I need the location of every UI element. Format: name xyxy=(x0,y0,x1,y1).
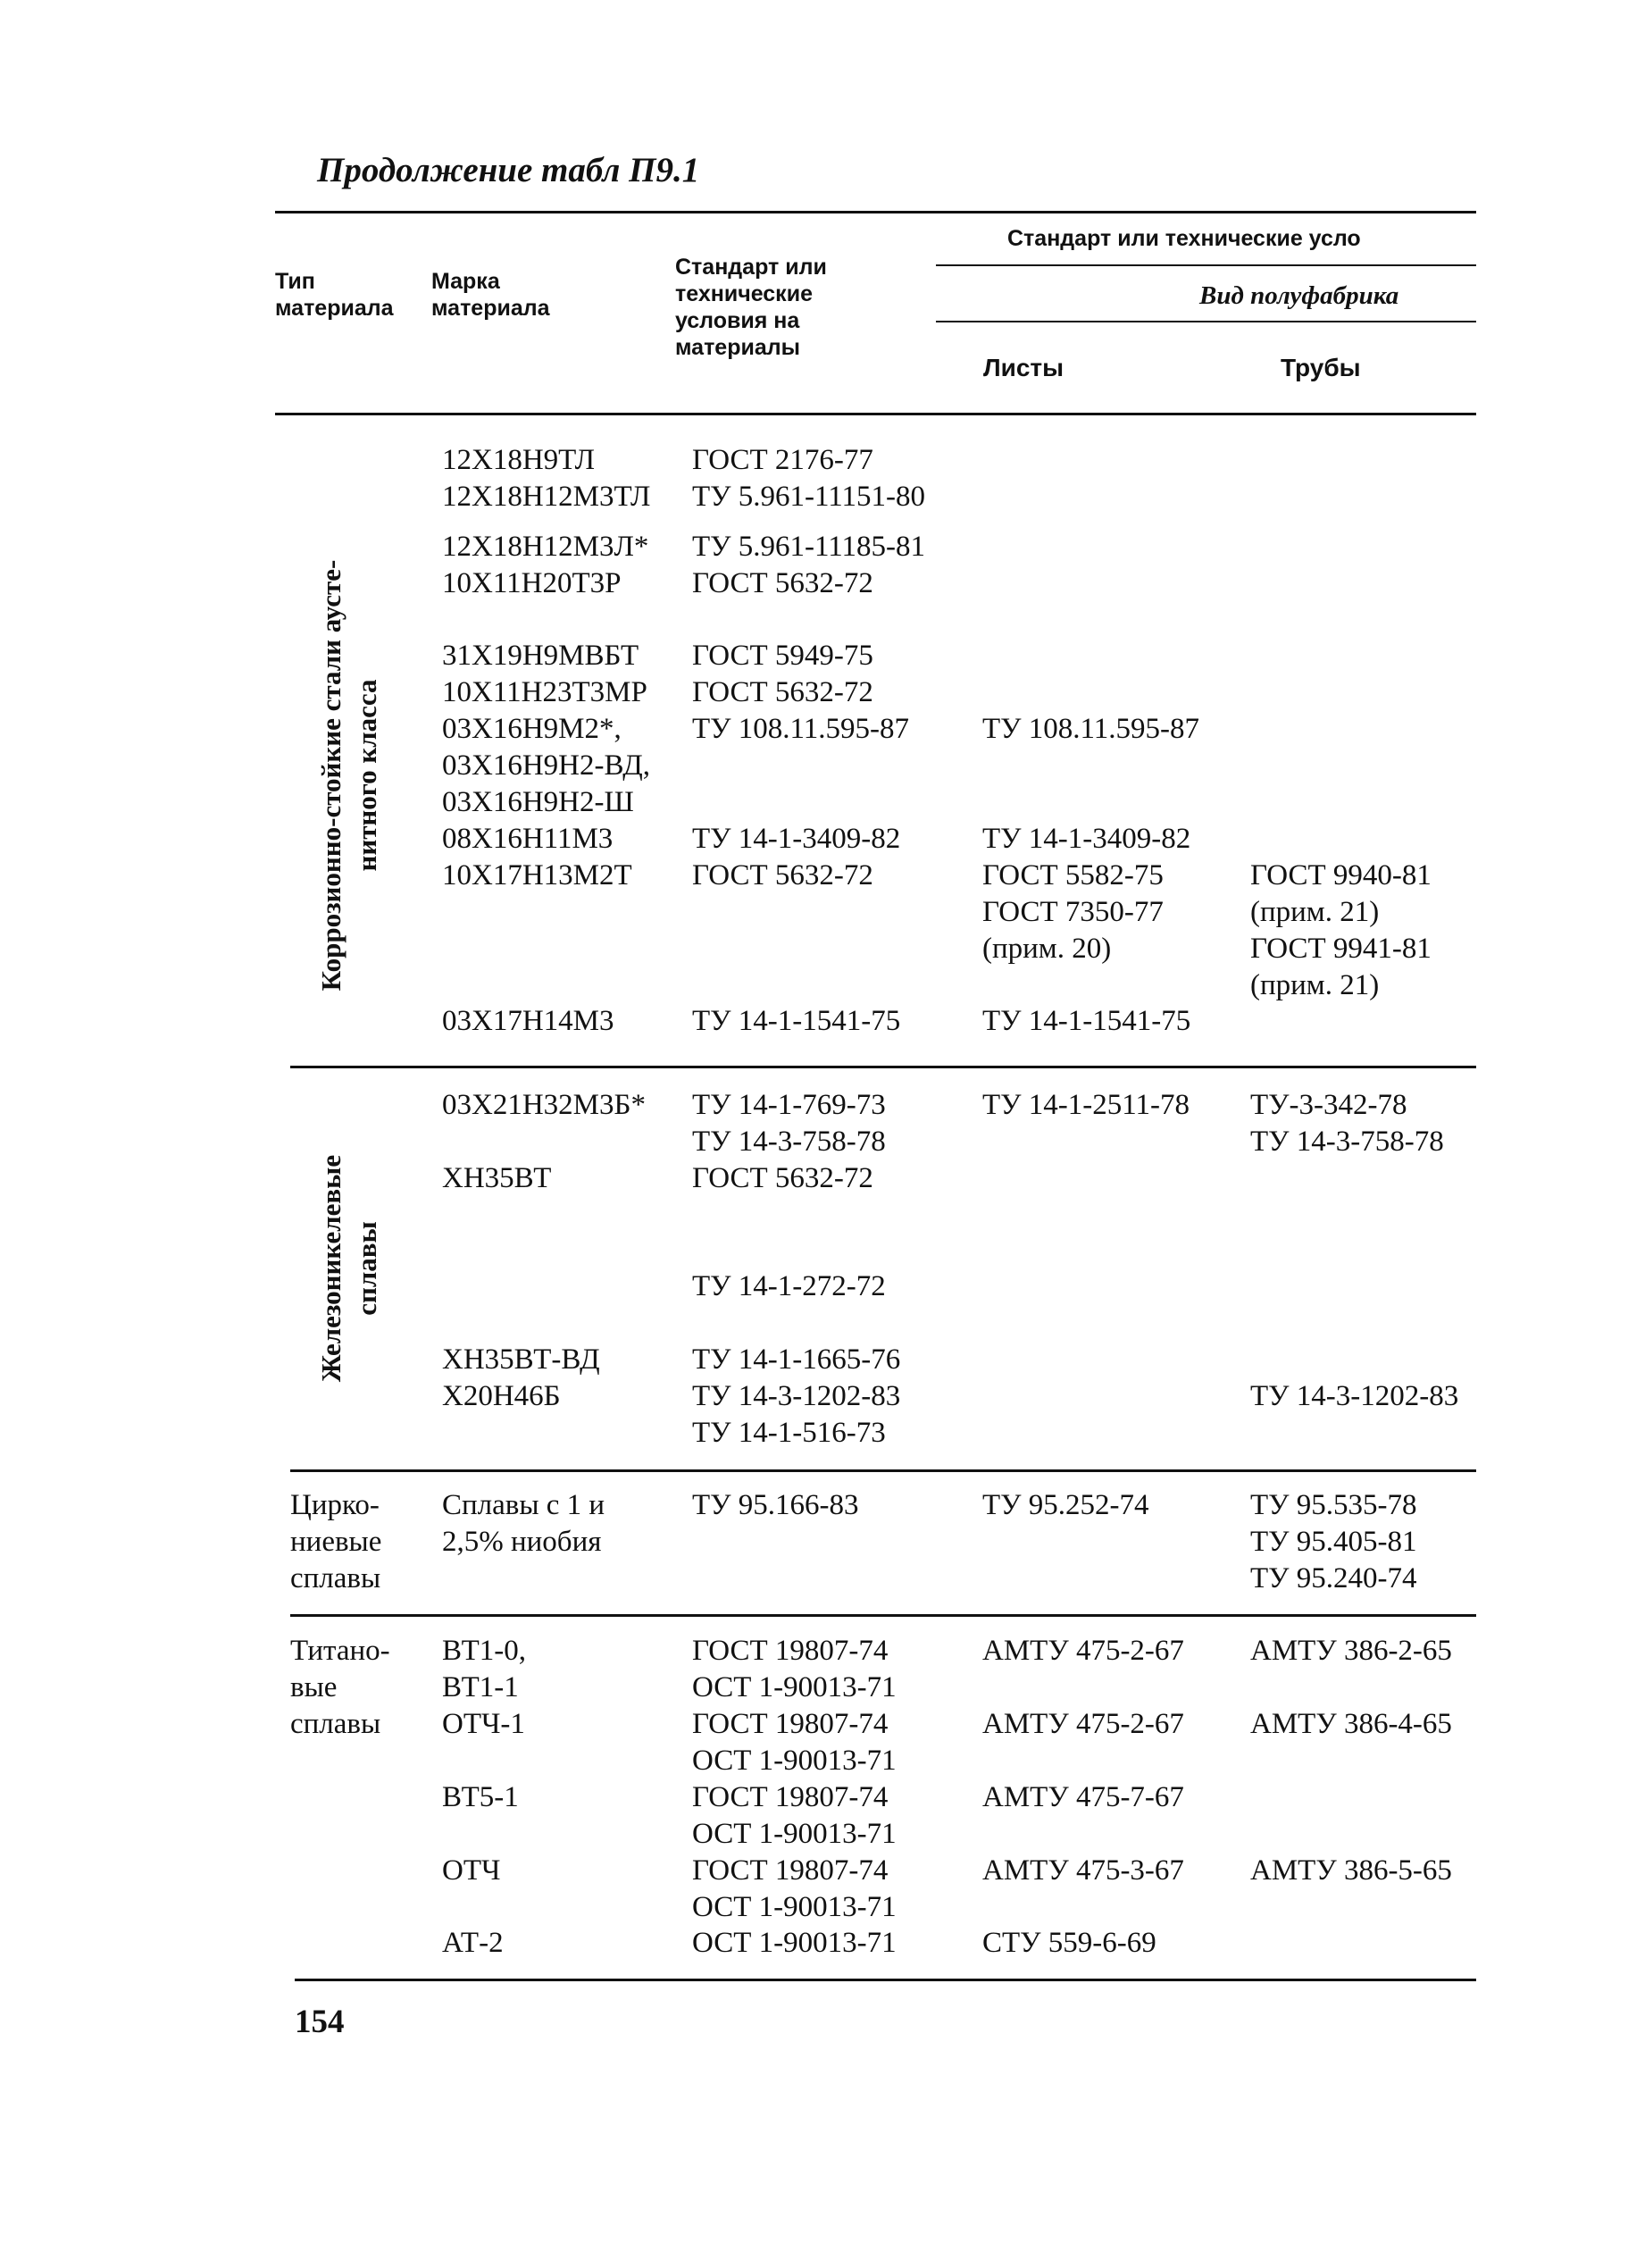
cell-standard xyxy=(692,1087,886,1160)
cell-line: ГОСТ 19807-74 xyxy=(692,1781,889,1813)
cell-line: ГОСТ 19807-74 xyxy=(692,1854,889,1887)
cell-line: АМТУ 475-2-67 xyxy=(982,1708,1184,1740)
cell-line: ТУ 108.11.595-87 xyxy=(982,713,1200,745)
cell-line: 12Х18Н12М3ТЛ xyxy=(442,481,651,513)
cell-standard xyxy=(692,711,909,748)
cell-line: ТУ 95.240-74 xyxy=(1250,1562,1417,1594)
cell-line: ВТ1-1 xyxy=(442,1671,519,1703)
cell-standard xyxy=(692,674,873,711)
cell-line: АМТУ 386-5-65 xyxy=(1250,1854,1452,1887)
header-rule-standard xyxy=(936,264,1476,266)
cell-grade xyxy=(442,479,650,515)
cell-sheets xyxy=(982,1853,1184,1889)
header-semi-product: Вид полуфабрика xyxy=(1199,281,1399,310)
cell-line: АМТУ 475-2-67 xyxy=(982,1635,1184,1667)
cell-sheets xyxy=(982,711,1199,748)
cell-line: ТУ 14-1-3409-82 xyxy=(692,823,901,855)
cell-standard xyxy=(692,821,900,858)
cell-line: (прим. 21) xyxy=(1250,896,1380,928)
cell-line: 03Х16Н9Н2-Ш xyxy=(442,786,634,818)
cell-line: ВТ1-0, xyxy=(442,1635,526,1667)
group-rule-3 xyxy=(290,1614,1476,1617)
cell-grade xyxy=(442,529,648,565)
cell-line: АМТУ 386-4-65 xyxy=(1250,1708,1452,1740)
cell-line: АТ-2 xyxy=(442,1927,504,1959)
cell-standard xyxy=(692,1378,900,1452)
cell-line: ТУ 14-3-758-78 xyxy=(1250,1126,1444,1158)
cell-grade xyxy=(442,1853,500,1889)
cell-grade xyxy=(442,565,621,602)
group-type-corrosion-steel: Коррозионно-стойкие стали аусте- нитного класса xyxy=(315,559,382,992)
cell-line: 31Х19Н9МВБТ xyxy=(442,640,639,672)
cell-grade xyxy=(442,711,650,821)
group-type-iron-nickel: Железоникелевые сплавы xyxy=(315,1154,382,1383)
cell-line: 08Х16Н11М3 xyxy=(442,823,614,855)
cell-sheets xyxy=(982,1925,1156,1962)
cell-grade xyxy=(442,821,613,858)
cell-line: ТУ 95.535-78 xyxy=(1250,1489,1417,1521)
group-rule-2 xyxy=(290,1469,1476,1472)
cell-grade xyxy=(442,1378,561,1415)
cell-line: 2,5% ниобия xyxy=(442,1526,602,1558)
cell-line: Х20Н46Б xyxy=(442,1380,561,1412)
cell-grade xyxy=(442,1087,646,1124)
cell-standard xyxy=(692,1633,897,1706)
cell-line: ТУ 14-1-769-73 xyxy=(692,1089,886,1121)
header-type: Тип материала xyxy=(275,269,394,321)
cell-grade xyxy=(442,1779,519,1816)
cell-line: Сплавы с 1 и xyxy=(442,1489,605,1521)
cell-line: АМТУ 386-2-65 xyxy=(1250,1635,1452,1667)
cell-sheets xyxy=(982,1087,1190,1124)
header-standard-material: Стандарт или технические условия на материалы xyxy=(675,255,827,360)
cell-line: ОСТ 1-90013-71 xyxy=(692,1927,897,1959)
table-top-rule xyxy=(275,211,1476,213)
cell-line: ГОСТ 5582-75 xyxy=(982,859,1164,891)
cell-line: ОСТ 1-90013-71 xyxy=(692,1745,897,1777)
cell-line: ГОСТ 7350-77 xyxy=(982,896,1164,928)
cell-line: ТУ 14-1-516-73 xyxy=(692,1417,886,1449)
cell-pipes xyxy=(1250,1853,1452,1889)
cell-line: ГОСТ 5632-72 xyxy=(692,859,873,891)
cell-grade xyxy=(442,1342,600,1378)
cell-line: ГОСТ 5632-72 xyxy=(692,567,873,599)
cell-grade xyxy=(442,1706,525,1743)
cell-standard xyxy=(692,1853,897,1926)
cell-line: (прим. 21) xyxy=(1250,969,1380,1001)
cell-grade xyxy=(442,1633,526,1706)
cell-line: 10Х11Н20Т3Р xyxy=(442,567,622,599)
header-sheets: Листы xyxy=(983,354,1064,381)
table-bottom-rule xyxy=(295,1979,1476,1981)
cell-line: ГОСТ 9940-81 xyxy=(1250,859,1432,891)
cell-standard xyxy=(692,1160,873,1197)
cell-line: 03Х16Н9Н2-ВД, xyxy=(442,749,650,782)
cell-sheets xyxy=(982,1487,1149,1524)
cell-line: ОТЧ-1 xyxy=(442,1708,525,1740)
cell-line: (прим. 20) xyxy=(982,933,1112,965)
cell-grade xyxy=(442,1003,614,1040)
cell-line: ТУ 5.961-11185-81 xyxy=(692,531,926,563)
cell-line: 10Х11Н23Т3МР xyxy=(442,676,647,708)
cell-line: ТУ 108.11.595-87 xyxy=(692,713,910,745)
cell-line: ТУ 14-3-1202-83 xyxy=(692,1380,901,1412)
cell-line: ТУ 14-3-1202-83 xyxy=(1250,1380,1459,1412)
cell-standard xyxy=(692,529,925,565)
header-pipes: Трубы xyxy=(1281,354,1361,381)
cell-standard xyxy=(692,1706,897,1779)
cell-line: ОСТ 1-90013-71 xyxy=(692,1671,897,1703)
cell-line: АМТУ 475-7-67 xyxy=(982,1781,1184,1813)
cell-line: ГОСТ 9941-81 xyxy=(1250,933,1432,965)
cell-line: ТУ 95.166-83 xyxy=(692,1489,859,1521)
cell-line: ОСТ 1-90013-71 xyxy=(692,1891,897,1923)
cell-line: ТУ 95.405-81 xyxy=(1250,1526,1417,1558)
cell-line: ГОСТ 5632-72 xyxy=(692,676,873,708)
cell-line: ТУ 14-1-3409-82 xyxy=(982,823,1191,855)
cell-line: 10Х17Н13М2Т xyxy=(442,859,632,891)
cell-standard xyxy=(692,638,873,674)
cell-line: ТУ 14-1-2511-78 xyxy=(982,1089,1190,1121)
cell-line: 12Х18Н9ТЛ xyxy=(442,444,596,476)
header-bottom-rule xyxy=(275,413,1476,415)
cell-sheets xyxy=(982,1706,1184,1743)
cell-line: ГОСТ 5632-72 xyxy=(692,1162,873,1194)
cell-line: ГОСТ 19807-74 xyxy=(692,1635,889,1667)
cell-line: ХН35ВТ xyxy=(442,1162,552,1194)
cell-grade xyxy=(442,1487,605,1561)
header-standard-span: Стандарт или технические усло xyxy=(1007,226,1361,251)
cell-line: ТУ 14-1-272-72 xyxy=(692,1270,886,1302)
cell-pipes xyxy=(1250,1706,1452,1743)
cell-grade xyxy=(442,1160,551,1197)
cell-standard xyxy=(692,1342,900,1378)
cell-line: ХН35ВТ-ВД xyxy=(442,1343,600,1376)
cell-standard xyxy=(692,565,873,602)
cell-pipes xyxy=(1250,858,1432,1004)
cell-line: ТУ 14-1-1541-75 xyxy=(692,1005,901,1037)
cell-sheets xyxy=(982,1633,1184,1670)
page-number: 154 xyxy=(295,2004,345,2040)
cell-line: ТУ 14-1-1541-75 xyxy=(982,1005,1191,1037)
cell-sheets xyxy=(982,858,1164,967)
cell-line: ОСТ 1-90013-71 xyxy=(692,1818,897,1850)
cell-line: ТУ 14-3-758-78 xyxy=(692,1126,886,1158)
cell-line: 12Х18Н12М3Л* xyxy=(442,531,649,563)
cell-standard xyxy=(692,1268,886,1305)
cell-line: ГОСТ 19807-74 xyxy=(692,1708,889,1740)
cell-pipes xyxy=(1250,1087,1444,1160)
header-grade: Марка материала xyxy=(431,269,550,321)
cell-line: ТУ 5.961-11151-80 xyxy=(692,481,926,513)
cell-pipes xyxy=(1250,1633,1452,1670)
group-type-zirconium: Цирко- ниевые сплавы xyxy=(290,1489,382,1594)
cell-line: ГОСТ 2176-77 xyxy=(692,444,873,476)
cell-grade xyxy=(442,442,595,479)
cell-line: СТУ 559-6-69 xyxy=(982,1927,1156,1959)
cell-line: 03Х21Н32М3Б* xyxy=(442,1089,646,1121)
cell-standard xyxy=(692,1925,897,1962)
cell-standard xyxy=(692,1487,859,1524)
cell-line: ТУ 14-1-1665-76 xyxy=(692,1343,901,1376)
cell-line: ГОСТ 5949-75 xyxy=(692,640,873,672)
cell-standard xyxy=(692,1779,897,1853)
cell-grade xyxy=(442,674,647,711)
cell-sheets xyxy=(982,1003,1190,1040)
cell-standard xyxy=(692,1003,900,1040)
cell-line: 03Х17Н14М3 xyxy=(442,1005,614,1037)
header-rule-semi-product xyxy=(936,321,1476,322)
cell-line: 03Х16Н9М2*, xyxy=(442,713,622,745)
cell-pipes xyxy=(1250,1487,1417,1597)
cell-line: ОТЧ xyxy=(442,1854,501,1887)
table-caption: Продолжение табл П9.1 xyxy=(317,151,700,189)
cell-standard xyxy=(692,858,873,894)
cell-sheets xyxy=(982,821,1190,858)
cell-sheets xyxy=(982,1779,1184,1816)
cell-line: ВТ5-1 xyxy=(442,1781,519,1813)
cell-standard xyxy=(692,479,925,515)
cell-pipes xyxy=(1250,1378,1458,1415)
cell-line: ТУ-3-342-78 xyxy=(1250,1089,1407,1121)
cell-grade xyxy=(442,1925,504,1962)
group-rule-1 xyxy=(290,1066,1476,1068)
cell-grade xyxy=(442,858,632,894)
cell-line: ТУ 95.252-74 xyxy=(982,1489,1149,1521)
group-type-titanium: Титано- вые сплавы xyxy=(290,1635,390,1740)
cell-standard xyxy=(692,442,873,479)
cell-line: АМТУ 475-3-67 xyxy=(982,1854,1184,1887)
cell-grade xyxy=(442,638,639,674)
